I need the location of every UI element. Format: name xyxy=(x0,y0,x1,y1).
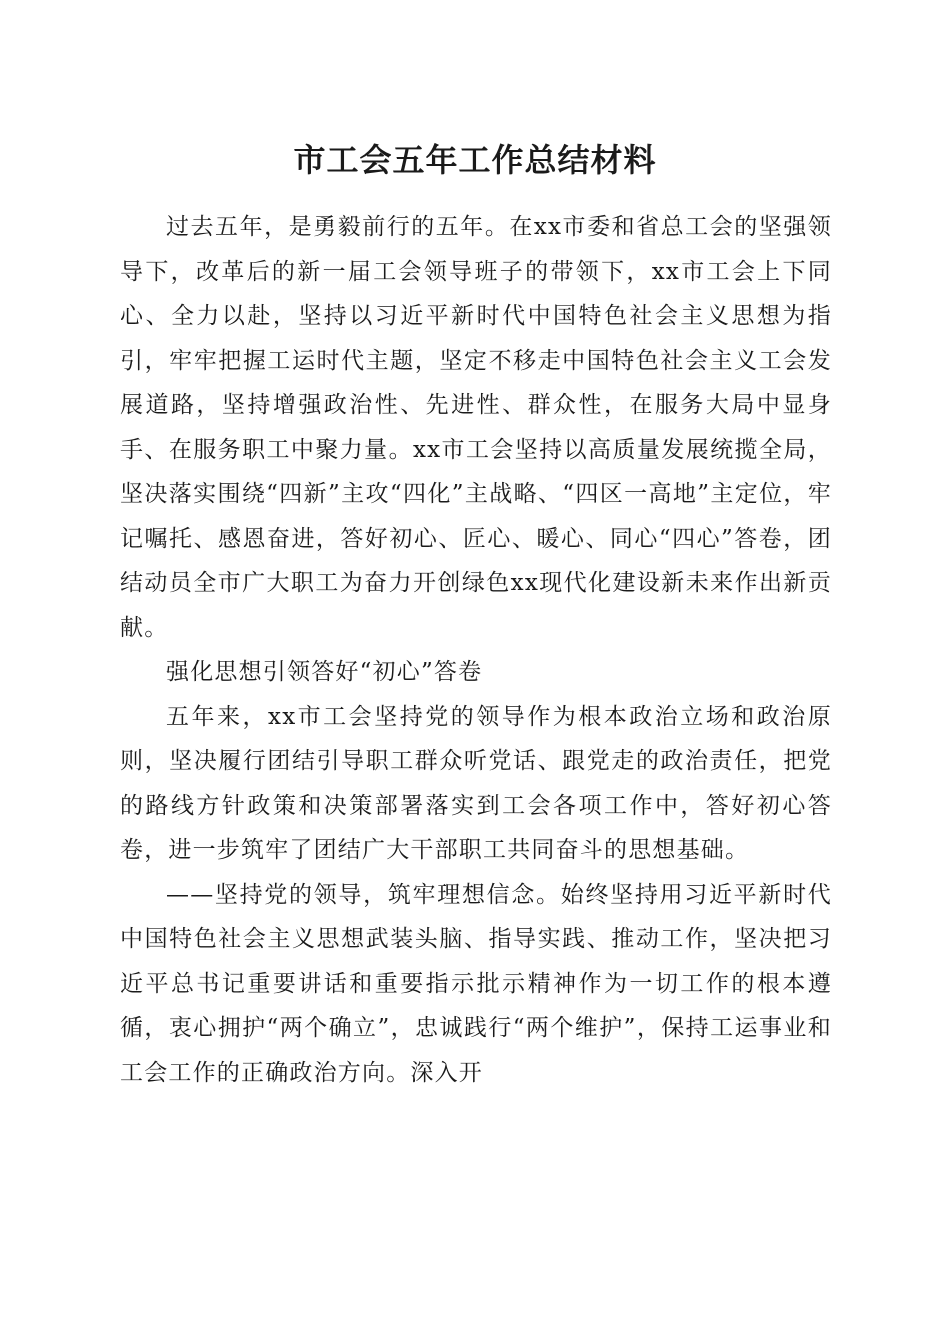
paragraph-party-leadership: ——坚持党的领导，筑牢理想信念。始终坚持用习近平新时代中国特色社会主义思想武装头脑、指导实践、推动工作，坚决把习近平总书记重要讲话和重要指示批示精神作为一切工作的根本遵循，衷心拥护“两个确立”，忠诚践行“两个维护”，保持工运事业和工会工作的正确政治方向。深入开 xyxy=(120,881,832,1086)
document-body xyxy=(120,205,832,1095)
document-title: 市工会五年工作总结材料 xyxy=(293,141,657,179)
paragraph-section-intro: 五年来，xx市工会坚持党的领导作为根本政治立场和政治原则，坚决履行团结引导职工群众听党话、跟党走的政治责任，把党的路线方针政策和决策部署落实到工会各项工作中，答好初心答卷，进一步筑牢了团结广大干部职工共同奋斗的思想基础。 xyxy=(120,703,832,863)
paragraph-intro: 过去五年，是勇毅前行的五年。在xx市委和省总工会的坚强领导下，改革后的新一届工会领导班子的带领下，xx市工会上下同心、全力以赴，坚持以习近平新时代中国特色社会主义思想为指引，牢牢把握工运时代主题，坚定不移走中国特色社会主义工会发展道路，坚持增强政治性、先进性、群众性，在服务大局中显身手、在服务职工中聚力量。xx市工会坚持以高质量发展统揽全局，坚决落实围绕“四新”主攻“四化”主战略、“四区一高地”主定位，牢记嘱托、感恩奋进，答好初心、匠心、暖心、同心“四心”答卷，团结动员全市广大职工为奋力开创绿色xx现代化建设新未来作出新贡献。 xyxy=(120,214,832,641)
section-heading: 强化思想引领答好“初心”答卷 xyxy=(166,659,483,685)
